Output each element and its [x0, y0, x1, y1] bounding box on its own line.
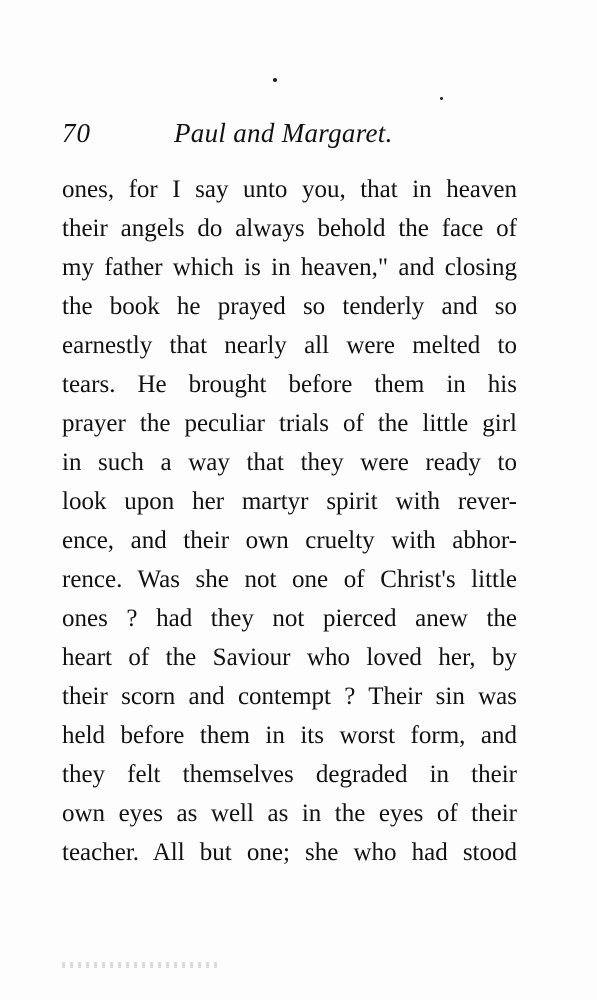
- print-speck: [440, 97, 443, 100]
- text-line: look upon her martyr spirit with rever-: [62, 488, 517, 515]
- text-line: my father which is in heaven," and closing: [62, 254, 517, 281]
- text-line: rence. Was she not one of Christ's little: [62, 566, 517, 593]
- text-line: ones, for I say unto you, that in heaven: [62, 176, 517, 203]
- print-bleed-mark: [62, 962, 222, 968]
- text-line: own eyes as well as in the eyes of their: [62, 800, 517, 827]
- text-line: they felt themselves degraded in their: [62, 761, 517, 788]
- text-line: teacher. All but one; she who had stood: [62, 839, 517, 866]
- text-line: their angels do always behold the face of: [62, 215, 517, 242]
- text-line: tears. He brought before them in his: [62, 371, 517, 398]
- text-line: in such a way that they were ready to: [62, 449, 517, 476]
- text-line: prayer the peculiar trials of the little girl: [62, 410, 517, 437]
- text-line: heart of the Saviour who loved her, by: [62, 644, 517, 671]
- running-title: Paul and Margaret.: [174, 118, 393, 148]
- page-number: 70: [62, 118, 91, 148]
- page-header: [62, 118, 522, 158]
- print-speck: [273, 78, 277, 82]
- text-line: ones ? had they not pierced anew the: [62, 605, 517, 632]
- text-line: the book he prayed so tenderly and so: [62, 293, 517, 320]
- text-line: earnestly that nearly all were melted to: [62, 332, 517, 359]
- text-line: held before them in its worst form, and: [62, 722, 517, 749]
- text-line: their scorn and contempt ? Their sin was: [62, 683, 517, 710]
- text-line: ence, and their own cruelty with abhor-: [62, 527, 517, 554]
- body-text: [62, 170, 517, 872]
